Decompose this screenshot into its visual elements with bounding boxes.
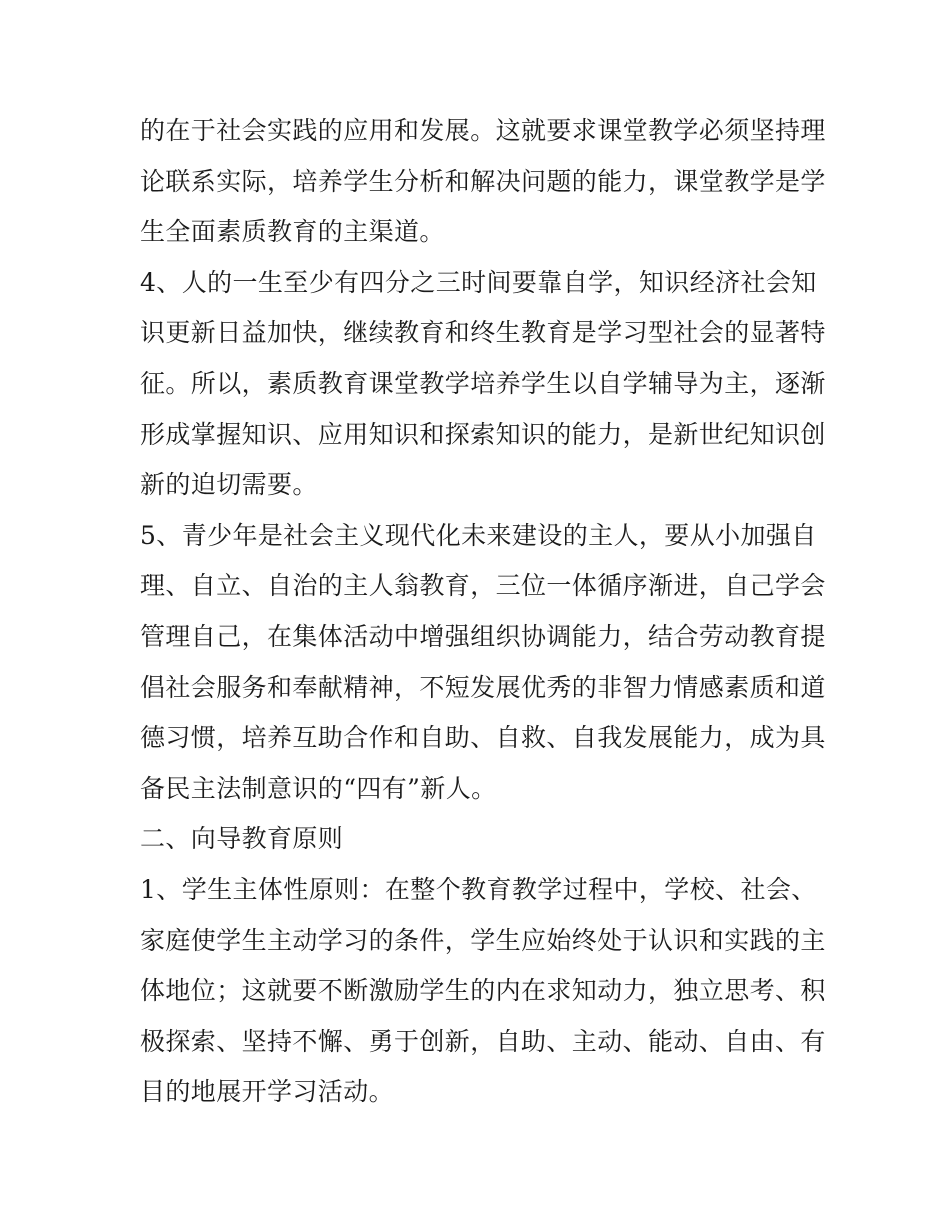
paragraph-line: 备民主法制意识的“四有”新人。 <box>140 773 497 803</box>
paragraph-line: 管理自己，在集体活动中增强组织协调能力，结合劳动教育提 <box>140 621 826 651</box>
paragraph-line: 征。所以，素质教育课堂教学培养学生以自学辅导为主，逐渐 <box>140 368 826 398</box>
document-body <box>140 106 826 1118</box>
paragraph-line: 1、学生主体性原则：在整个教育教学过程中，学校、社会、 <box>140 874 817 904</box>
paragraph-line: 理、自立、自治的主人翁教育，三位一体循序渐进，自己学会 <box>140 571 826 601</box>
paragraph-line: 新的迫切需要。 <box>140 470 318 500</box>
paragraph-line: 倡社会服务和奉献精神，不短发展优秀的非智力情感素质和道 <box>140 672 826 702</box>
paragraph-line: 形成掌握知识、应用知识和探索知识的能力，是新世纪知识创 <box>140 419 826 449</box>
paragraph-line: 5、青少年是社会主义现代化未来建设的主人，要从小加强自 <box>140 520 817 550</box>
paragraph-line: 的在于社会实践的应用和发展。这就要求课堂教学必须坚持理 <box>140 116 826 145</box>
paragraph-line: 家庭使学生主动学习的条件，学生应始终处于认识和实践的主 <box>140 925 826 955</box>
paragraph-line: 德习惯，培养互助合作和自助、自救、自我发展能力，成为具 <box>140 723 826 753</box>
paragraph-line: 体地位；这就要不断激励学生的内在求知动力，独立思考、积 <box>140 976 826 1006</box>
paragraph-line: 4、人的一生至少有四分之三时间要靠自学，知识经济社会知 <box>140 267 817 297</box>
section-heading: 二、向导教育原则 <box>140 824 344 854</box>
paragraph-line: 极探索、坚持不懈、勇于创新，自助、主动、能动、自由、有 <box>140 1026 826 1056</box>
paragraph-line: 生全面素质教育的主渠道。 <box>140 217 445 247</box>
paragraph-line: 目的地展开学习活动。 <box>140 1077 395 1107</box>
paragraph-line: 识更新日益加快，继续教育和终生教育是学习型社会的显著特 <box>140 318 826 348</box>
paragraph-line: 论联系实际，培养学生分析和解决问题的能力，课堂教学是学 <box>140 166 826 196</box>
